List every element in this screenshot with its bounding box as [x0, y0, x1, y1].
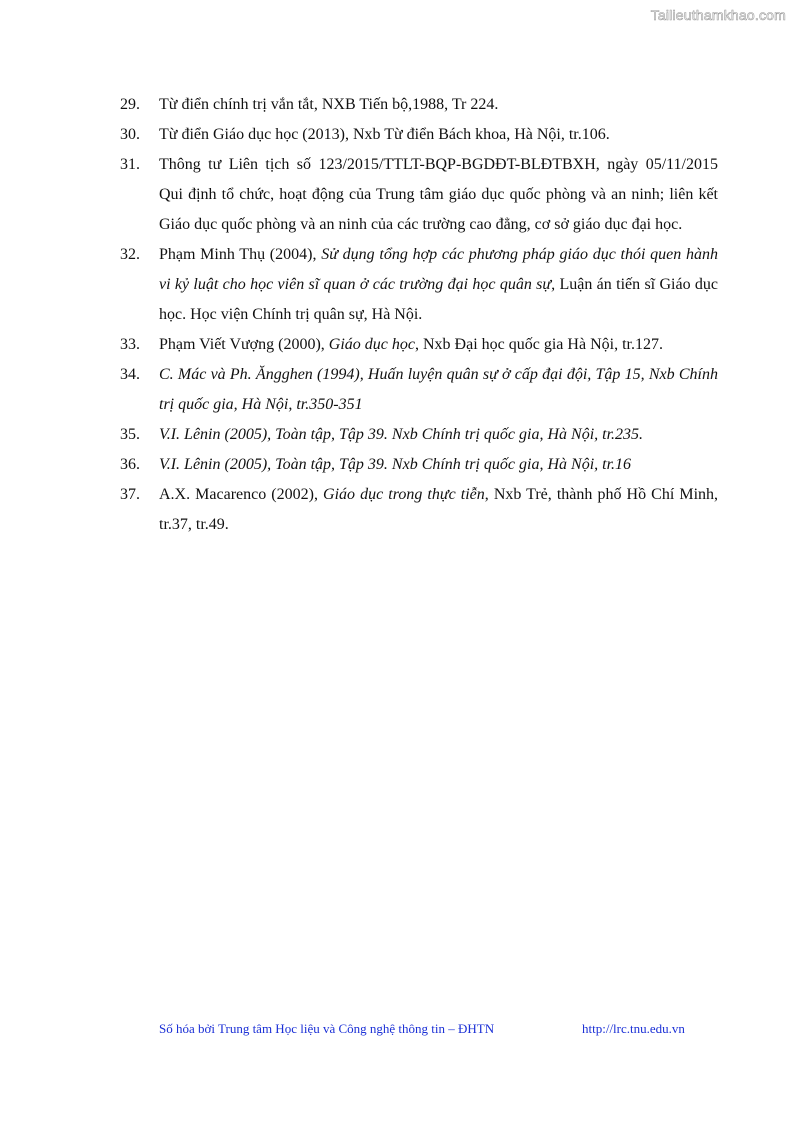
- reference-segment: Phạm Viết Vượng (2000),: [159, 336, 329, 353]
- reference-title-italic: C. Mác và Ph. Ăngghen (1994), Huấn luyện quân sự ở cấp đại đội, Tập 15, Nxb Chính trị quốc gia, Hà Nội, tr.350-351: [159, 366, 718, 413]
- reference-item: [0, 450, 794, 480]
- reference-list: [0, 90, 794, 540]
- reference-number: 35.: [120, 426, 140, 443]
- reference-segment: Thông tư Liên tịch số 123/2015/TTLT-BQP-BGDĐT-BLĐTBXH, ngày 05/11/2015 Qui định tổ chức, hoạt động của Trung tâm giáo dục quốc phòng và an ninh; liên kết Giáo dục quốc phòng và an ninh của các trường cao đẳng, cơ sở giáo dục đại học.: [159, 156, 718, 233]
- reference-title-italic: Giáo dục trong thực tiễn: [323, 486, 485, 503]
- reference-number: 32.: [120, 246, 140, 263]
- watermark-text: Tailieuthamkhao.com: [650, 7, 786, 23]
- reference-number: 36.: [120, 456, 140, 473]
- reference-item: [0, 420, 794, 450]
- reference-number: 29.: [120, 96, 140, 113]
- reference-item: [0, 330, 794, 360]
- reference-segment: Luận án tiến sĩ Giáo dục học. Học viện Chính trị quân sự, Hà Nội.: [159, 276, 719, 323]
- reference-text: [159, 240, 718, 330]
- reference-number: 30.: [120, 126, 140, 143]
- reference-number: 31.: [120, 156, 140, 173]
- reference-segment: Phạm Minh Thụ (2004),: [159, 246, 322, 263]
- reference-segment: , Nxb Trẻ, thành phố Hồ Chí Minh, tr.37, tr.49.: [159, 486, 719, 533]
- footer-url[interactable]: http://lrc.tnu.edu.vn: [582, 1021, 685, 1036]
- reference-segment: Từ điển chính trị vắn tắt, NXB Tiến bộ,1988, Tr 224.: [159, 96, 499, 113]
- reference-segment: Từ điển Giáo dục học (2013), Nxb Từ điển Bách khoa, Hà Nội, tr.106.: [159, 126, 610, 143]
- reference-item: [0, 360, 794, 420]
- reference-item: [0, 480, 794, 540]
- reference-number: 33.: [120, 336, 140, 353]
- reference-item: [0, 150, 794, 240]
- reference-text: [159, 450, 718, 480]
- reference-title-italic: V.I. Lênin (2005), Toàn tập, Tập 39. Nxb Chính trị quốc gia, Hà Nội, tr.16: [159, 456, 632, 473]
- reference-title-italic: V.I. Lênin (2005), Toàn tập, Tập 39. Nxb Chính trị quốc gia, Hà Nội, tr.235.: [159, 426, 644, 443]
- reference-item: [0, 240, 794, 330]
- reference-item: [0, 120, 794, 150]
- reference-text: [159, 150, 718, 240]
- reference-number: 37.: [120, 486, 140, 503]
- reference-segment: A.X. Macarenco (2002),: [159, 486, 324, 503]
- reference-item: [0, 90, 794, 120]
- reference-text: [159, 120, 718, 150]
- reference-text: [159, 330, 718, 360]
- reference-text: [159, 360, 718, 420]
- reference-title-italic: Sử dụng tổng hợp các phương pháp giáo dục thói quen hành vi kỷ luật cho học viên sĩ quan ở các trường đại học quân sự,: [159, 246, 718, 293]
- reference-text: [159, 480, 718, 540]
- reference-text: [159, 90, 718, 120]
- reference-title-italic: Giáo dục học: [328, 336, 415, 353]
- reference-segment: , Nxb Đại học quốc gia Hà Nội, tr.127.: [415, 336, 663, 353]
- reference-text: [159, 420, 718, 450]
- footer-credit: Số hóa bởi Trung tâm Học liệu và Công nghệ thông tin – ĐHTN: [159, 1021, 495, 1036]
- reference-number: 34.: [120, 366, 140, 383]
